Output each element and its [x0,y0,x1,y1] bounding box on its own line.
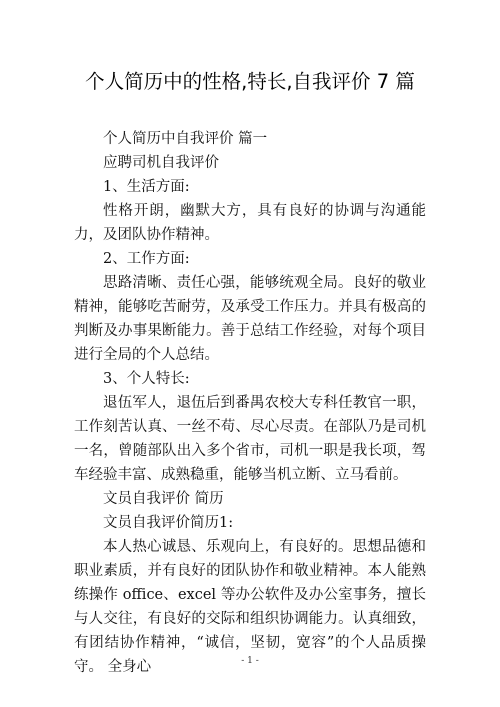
list-heading: 2、工作方面: [103,251,190,267]
list-heading: 1、生活方面: [103,179,190,195]
body-paragraph: 退伍军人，退伍后到番禺农校大专科任教官一职，工作刻苦认真、一丝不苟、尽心尽责。在部队乃是司机一名，曾随部队出入多个省市，司机一职是我长项，驾车经验丰富、成熟稳重，能够当机立断、立马看前。 [74,395,426,483]
document-body [74,127,426,679]
body-paragraph: 思路清晰、责任心强，能够统观全局。良好的敬业精神，能够吃苦耐劳，及承受工作压力。并具有极高的判断及办事果断能力。善于总结工作经验，对每个项目进行全局的个人总结。 [74,275,426,363]
section-heading: 个人简历中自我评价 篇一 [103,131,268,147]
body-paragraph: 性格开朗，幽默大方，具有良好的协调与沟通能力，及团队协作精神。 [74,203,426,243]
list-heading: 3、个人特长: [103,371,190,387]
page-number: - 1 - [241,656,259,666]
subsection-heading: 文员自我评价简历1: [103,515,234,531]
document-title: 个人简历中的性格,特长,自我评价 7 篇 [85,70,415,93]
subsection-heading: 文员自我评价 简历 [103,491,224,507]
subsection-heading: 应聘司机自我评价 [103,155,219,171]
body-paragraph: 本人热心诚恳、乐观向上，有良好的。思想品德和职业素质，并有良好的团队协作和敬业精神。本人能熟练操作 office、excel 等办公软件及办公室事务，擅长与人交往，有良好的交际和组织协调能力。认真细致，有团结协作精神，“诚信，坚韧，宽容”的个人品质操守。 全身心 [74,539,426,675]
